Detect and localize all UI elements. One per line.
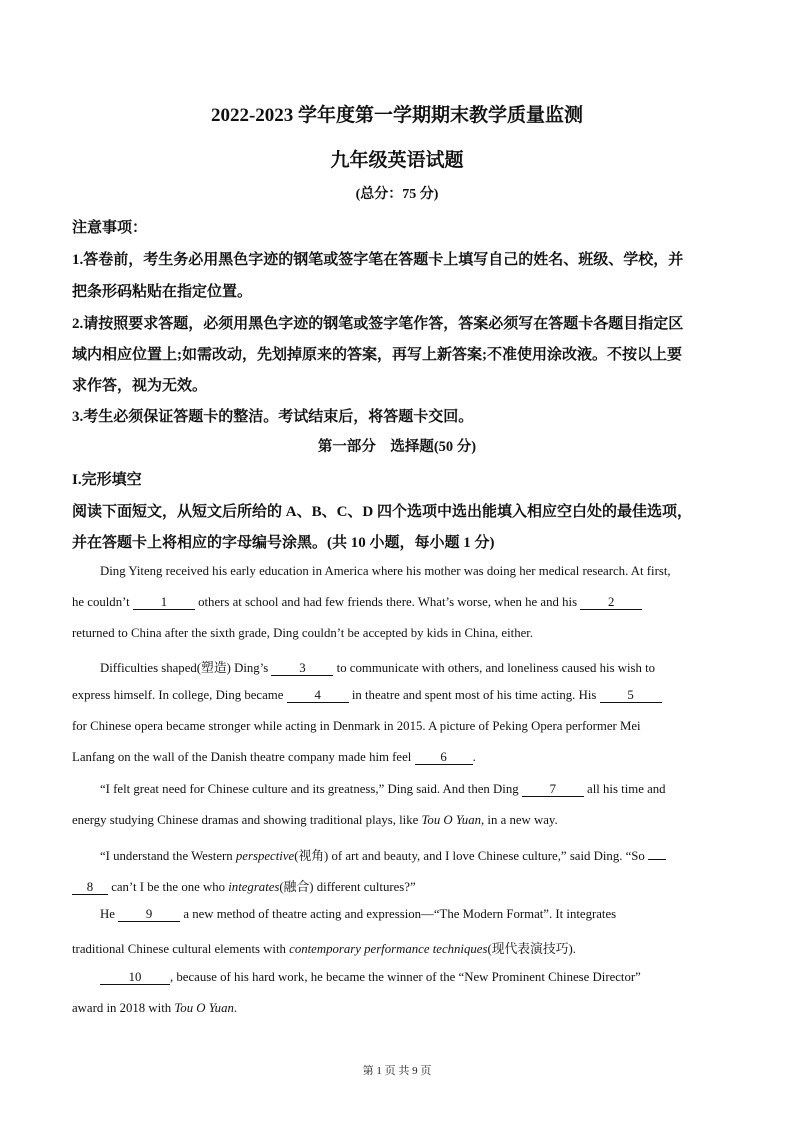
text-run: express himself. In college, Ding became: [72, 688, 287, 702]
note-1-line-1: 1.答卷前，考生务必用黑色字迹的钢笔或签字笔在答题卡上填写自己的姓名、班级、学校，并: [72, 252, 684, 268]
blank-8: 8: [72, 881, 108, 895]
text-run: “I felt great need for Chinese culture and its greatness,” Ding said. And then Ding: [100, 782, 522, 796]
text-run: Lanfang on the wall of the Danish theatre company made him feel: [72, 750, 415, 764]
note-3: 3.考生必须保证答题卡的整洁。考试结束后，将答题卡交回。: [72, 409, 474, 425]
part-heading: I.完形填空: [72, 472, 142, 488]
text-run: can’t I be the one who: [108, 880, 229, 894]
blank-3: 3: [271, 662, 333, 676]
blank-7: 7: [522, 783, 584, 797]
blank-6: 6: [415, 751, 473, 765]
passage-line: [100, 782, 666, 797]
text-run: others at school and had few friends there. What’s worse, when he and his: [194, 595, 581, 609]
play-title: Tou O Yuan: [421, 813, 482, 827]
note-2-line-3: 求作答，视为无效。: [72, 378, 208, 394]
text-run: he couldn’t: [72, 595, 133, 609]
blank-8-start: [648, 859, 666, 860]
passage-line: returned to China after the sixth grade, Ding couldn’t be accepted by kids in China, either.: [72, 626, 534, 640]
text-run: He: [100, 907, 119, 921]
passage-line: [100, 907, 616, 922]
passage-line: for Chinese opera became stronger while acting in Denmark in 2015. A picture of Peking Opera performer Mei: [72, 719, 641, 733]
exam-subtitle: 九年级英语试题: [330, 150, 464, 171]
passage-line: [100, 657, 655, 676]
passage-line: [72, 750, 476, 765]
instruction-line-2: 并在答题卡上将相应的字母编号涂黑。(共 10 小题，每小题 1 分): [72, 535, 495, 551]
passage-line: [72, 813, 558, 828]
text-run: , because of his hard work, he became the winner of the “New Prominent Chinese Director”: [170, 970, 641, 984]
text-run: all his time and: [583, 782, 666, 796]
section-heading: 第一部分 选择题(50 分): [317, 439, 477, 455]
passage-line: [72, 688, 662, 703]
passage-line: [72, 1001, 237, 1016]
text-run: energy studying Chinese dramas and showing traditional plays, like: [72, 813, 422, 827]
text-run: traditional Chinese cultural elements with: [72, 942, 290, 956]
text-run: award in 2018 with: [72, 1001, 175, 1015]
passage-line: [72, 876, 416, 895]
text-run: .: [233, 1001, 238, 1015]
passage-line: Ding Yiteng received his early education in America where his mother was doing her medical research. At first,: [100, 564, 671, 578]
passage-line: [100, 845, 666, 864]
note-2-line-2: 域内相应位置上;如需改动，先划掉原来的答案，再写上新答案;不准使用涂改液。不按以上要: [72, 347, 682, 363]
blank-10: 10: [100, 971, 170, 985]
text-run: .: [472, 750, 476, 764]
blank-5: 5: [600, 689, 662, 703]
text-run: to communicate with others, and loneliness caused his wish to: [333, 661, 656, 675]
play-title: Tou O Yuan: [174, 1001, 234, 1015]
text-run: (现代表演技巧).: [487, 942, 576, 956]
note-1-line-2: 把条形码粘贴在指定位置。: [72, 284, 253, 300]
text-run: (视角) of art and beauty, and I love Chinese culture,” said Ding. “So: [294, 849, 649, 863]
passage-line: [100, 970, 641, 985]
text-run: Difficulties shaped(塑造) Ding’s: [100, 661, 272, 675]
total-score: (总分：75 分): [355, 187, 439, 202]
blank-9: 9: [118, 908, 180, 922]
italic-term: integrates: [228, 880, 280, 894]
exam-title: 2022-2023 学年度第一学期期末教学质量监测: [210, 105, 584, 126]
text-run: , in a new way.: [481, 813, 558, 827]
blank-4: 4: [287, 689, 349, 703]
passage-line: [72, 595, 642, 610]
italic-term: perspective: [235, 849, 295, 863]
blank-2: 2: [580, 596, 642, 610]
text-run: (融合) different cultures?”: [279, 880, 416, 894]
blank-1: 1: [133, 596, 195, 610]
instruction-line-1: 阅读下面短文，从短文后所给的 A、B、C、D 四个选项中选出能填入相应空白处的最佳选项，: [72, 504, 693, 520]
notes-heading: 注意事项：: [72, 220, 148, 236]
text-run: “I understand the Western: [100, 849, 236, 863]
text-run: a new method of theatre acting and expression—“The Modern Format”. It integrates: [180, 907, 617, 921]
text-run: in theatre and spent most of his time acting. His: [348, 688, 600, 702]
passage-line: [72, 938, 576, 957]
italic-term: contemporary performance techniques: [289, 942, 488, 956]
note-2-line-1: 2.请按照要求答题，必须用黑色字迹的钢笔或签字笔作答，答案必须写在答题卡各题目指定区: [72, 316, 684, 332]
page-footer: 第 1 页 共 9 页: [362, 1065, 432, 1077]
